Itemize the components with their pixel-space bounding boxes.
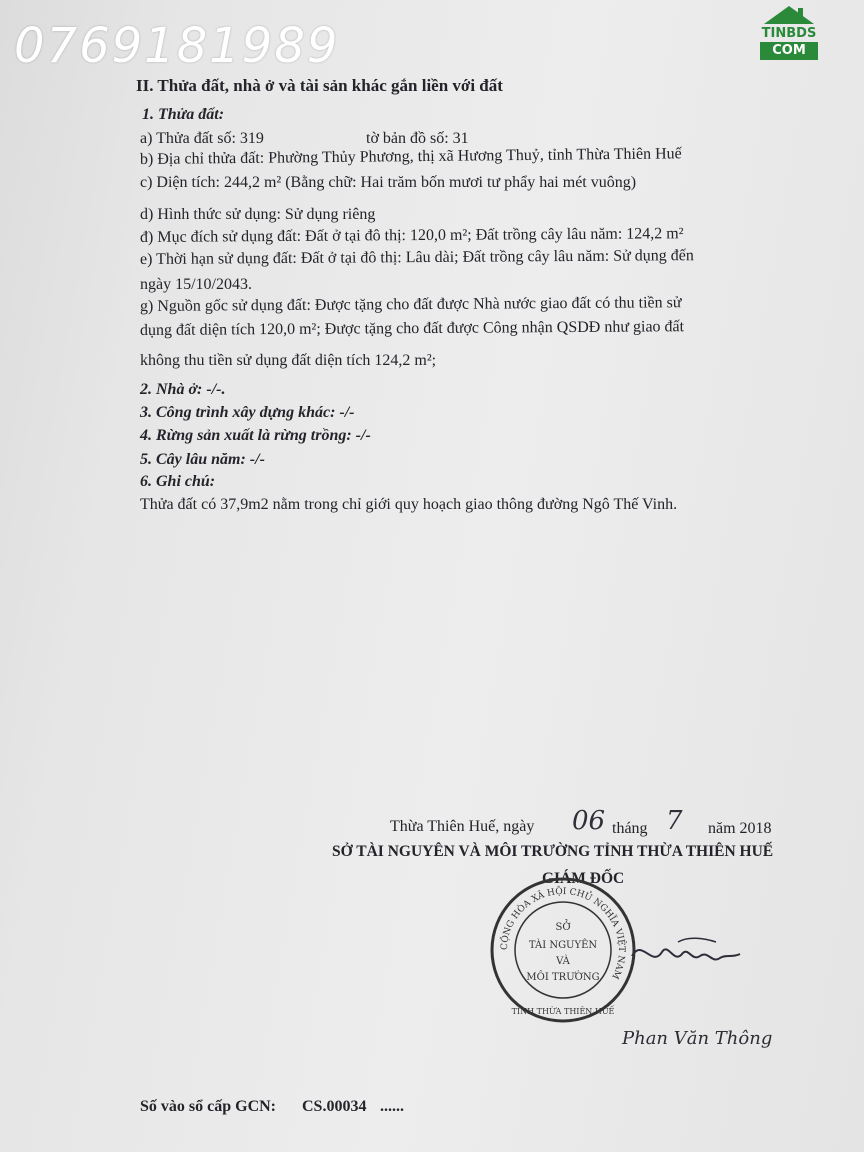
signing-day: 06 xyxy=(572,806,606,836)
year-label: năm 2018 xyxy=(708,820,772,837)
month-label: tháng xyxy=(612,820,648,837)
certificate-book-number: CS.00034 xyxy=(302,1098,367,1115)
seal-center-3: VÀ xyxy=(556,956,570,967)
seal-bottom-text: TỈNH THỪA THIÊN HUẾ xyxy=(511,1007,615,1016)
land-origin-line-2: dụng đất diện tích 120,0 m²; Được tặng cho đất được Công nhận QSDĐ như giao đất xyxy=(139,318,685,339)
heading-perennial-trees: 5. Cây lâu năm: -/- xyxy=(140,451,265,468)
usage-term-line-2: ngày 15/10/2043. xyxy=(140,276,252,293)
seal-center-4: MÔI TRƯỜNG xyxy=(526,972,600,983)
official-seal xyxy=(489,876,637,1024)
signing-place: Thừa Thiên Huế, ngày xyxy=(390,818,535,835)
house-icon xyxy=(758,4,820,28)
notes-text: Thửa đất có 37,9m2 nằm trong chỉ giới quy hoạch giao thông đường Ngô Thế Vinh. xyxy=(140,496,678,513)
certificate-book-label: Số vào sổ cấp GCN: xyxy=(140,1098,277,1115)
map-sheet-number: tờ bản đồ số: 31 xyxy=(366,130,469,147)
usage-form: d) Hình thức sử dụng: Sử dụng riêng xyxy=(140,206,376,223)
phone-watermark: 0769181989 xyxy=(14,18,340,74)
signature-scribble xyxy=(628,928,748,988)
heading-house: 2. Nhà ở: -/-. xyxy=(140,381,226,398)
logo-text-top: TINBDS xyxy=(761,26,817,41)
site-logo xyxy=(758,4,820,62)
usage-term-line-1: e) Thời hạn sử dụng đất: Đất ở tại đô thị: Lâu dài; Đất trồng cây lâu năm: Sử dụng đến xyxy=(139,247,694,268)
heading-land-parcel: 1. Thửa đất: xyxy=(142,106,225,123)
parcel-address: b) Địa chỉ thửa đất: Phường Thủy Phương, thị xã Hương Thuỷ, tỉnh Thừa Thiên Huế xyxy=(139,145,682,168)
seal-center-2: TÀI NGUYÊN xyxy=(528,940,598,951)
usage-purpose: đ) Mục đích sử dụng đất: Đất ở tại đô thị: 120,0 m²; Đất trồng cây lâu năm: 124,2 m² xyxy=(139,225,684,246)
issuing-organization: SỞ TÀI NGUYÊN VÀ MÔI TRƯỜNG TỈNH THỪA THIÊN HUẾ xyxy=(332,843,774,860)
section-title: II. Thửa đất, nhà ở và tài sản khác gắn liền với đất xyxy=(136,76,503,95)
seal-center-1: SỞ xyxy=(555,922,571,933)
certificate-book-dots: ...... xyxy=(380,1098,404,1115)
heading-production-forest: 4. Rừng sản xuất là rừng trồng: -/- xyxy=(140,427,371,444)
heading-other-construction: 3. Công trình xây dựng khác: -/- xyxy=(140,404,355,421)
land-origin-line-3: không thu tiền sử dụng đất diện tích 124,2 m²; xyxy=(140,352,437,369)
signer-position: GIÁM ĐỐC xyxy=(542,870,625,887)
signer-name: Phan Văn Thông xyxy=(622,1028,773,1049)
parcel-area: c) Diện tích: 244,2 m² (Bằng chữ: Hai trăm bốn mươi tư phẩy hai mét vuông) xyxy=(140,174,637,191)
parcel-number: a) Thửa đất số: 319 xyxy=(140,130,264,147)
land-origin-line-1: g) Nguồn gốc sử dụng đất: Được tặng cho đất được Nhà nước giao đất có thu tiền sử xyxy=(139,294,682,315)
logo-text-bottom: COM xyxy=(760,42,818,60)
signing-month: 7 xyxy=(666,806,683,836)
heading-notes: 6. Ghi chú: xyxy=(140,473,216,490)
seal-outer-text: CỘNG HÒA XÃ HỘI CHỦ NGHĨA VIỆT NAM xyxy=(499,886,627,981)
